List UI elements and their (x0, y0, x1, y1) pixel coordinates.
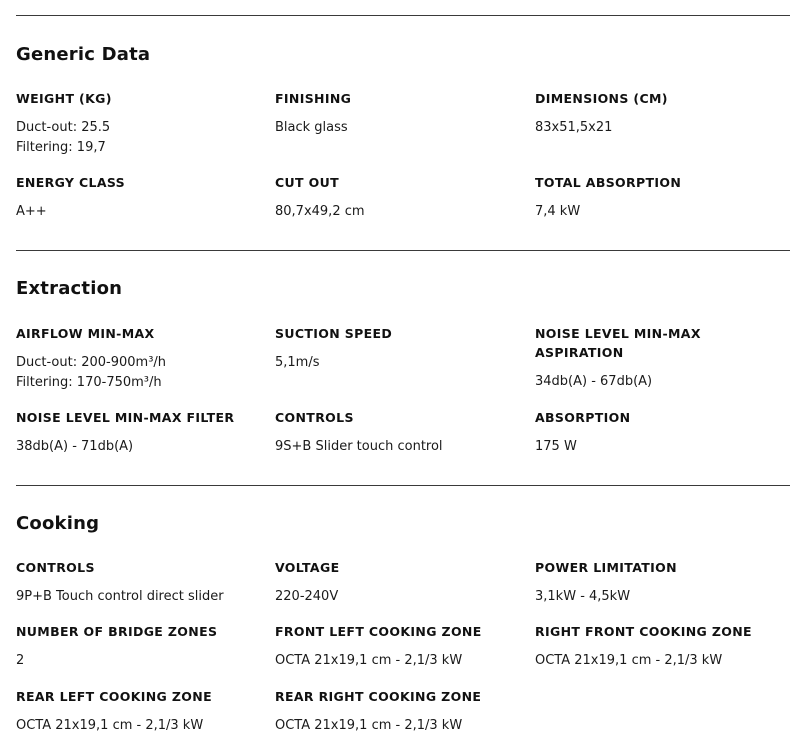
spec-label: CONTROLS (275, 410, 354, 425)
section-title-cooking: Cooking (16, 513, 100, 534)
spec-label: POWER LIMITATION (535, 560, 677, 575)
section-divider (16, 485, 790, 486)
spec-label: CUT OUT (275, 175, 339, 190)
spec-label: SUCTION SPEED (275, 326, 393, 341)
spec-value-line: Duct-out: 200-900m³/h (16, 355, 167, 370)
spec-label: FINISHING (275, 91, 352, 106)
spec-front-left-zone (275, 622, 525, 671)
spec-value-line: 9S+B Slider touch control (275, 439, 443, 454)
spec-value-line: 80,7x49,2 cm (275, 204, 365, 219)
spec-right-front-zone (535, 622, 785, 671)
spec-value (16, 587, 266, 607)
spec-label: WEIGHT (KG) (16, 91, 112, 106)
spec-value (535, 372, 785, 392)
spec-noise-level-filter (16, 408, 266, 457)
section-divider (16, 250, 790, 251)
spec-noise-level-aspiration (535, 324, 785, 392)
spec-label: AIRFLOW MIN-MAX (16, 326, 155, 341)
spec-value (535, 651, 785, 671)
spec-absorption (535, 408, 785, 457)
spec-value-line: 220-240V (275, 589, 339, 604)
spec-value-line: 5,1m/s (275, 355, 320, 370)
spec-value (16, 716, 266, 736)
spec-value-line: OCTA 21x19,1 cm - 2,1/3 kW (535, 653, 723, 668)
spec-cut-out (275, 173, 525, 222)
spec-value (275, 716, 525, 736)
spec-label: TOTAL ABSORPTION (535, 175, 682, 190)
spec-value-line: A++ (16, 204, 47, 219)
spec-weight (16, 89, 266, 157)
spec-value-line: 7,4 kW (535, 204, 581, 219)
spec-value-line: 38db(A) - 71db(A) (16, 439, 134, 454)
spec-suction-speed (275, 324, 525, 373)
spec-value-line: Duct-out: 25.5 (16, 120, 111, 135)
spec-dimensions (535, 89, 785, 138)
spec-label: REAR RIGHT COOKING ZONE (275, 689, 482, 704)
spec-airflow (16, 324, 266, 392)
spec-label: DIMENSIONS (CM) (535, 91, 668, 106)
spec-value-line: 83x51,5x21 (535, 120, 613, 135)
spec-value (275, 651, 525, 671)
spec-value-line: OCTA 21x19,1 cm - 2,1/3 kW (16, 718, 204, 733)
spec-value-line: 175 W (535, 439, 577, 454)
section-title-generic-data: Generic Data (16, 44, 151, 65)
spec-value-line: 34db(A) - 67db(A) (535, 374, 653, 389)
spec-value (16, 202, 266, 222)
spec-value-line: Filtering: 19,7 (16, 139, 106, 155)
spec-energy-class (16, 173, 266, 222)
spec-label: REAR LEFT COOKING ZONE (16, 689, 212, 704)
spec-finishing (275, 89, 525, 138)
spec-value (535, 118, 785, 138)
spec-value (275, 353, 525, 373)
spec-voltage (275, 558, 525, 607)
spec-value (275, 118, 525, 138)
spec-value-line: Black glass (275, 120, 348, 135)
spec-rear-right-zone (275, 687, 525, 736)
spec-label: NOISE LEVEL MIN-MAX FILTER (16, 410, 235, 425)
spec-value (275, 202, 525, 222)
spec-total-absorption (535, 173, 785, 222)
spec-value (16, 118, 266, 157)
spec-label: RIGHT FRONT COOKING ZONE (535, 624, 752, 639)
spec-label-line: NOISE LEVEL MIN-MAX (535, 326, 701, 341)
spec-value (16, 651, 266, 671)
section-divider (16, 15, 790, 16)
spec-value (275, 587, 525, 607)
spec-value-line: OCTA 21x19,1 cm - 2,1/3 kW (275, 653, 463, 668)
spec-label: ABSORPTION (535, 410, 631, 425)
spec-value (275, 437, 525, 457)
spec-value (535, 587, 785, 607)
spec-label (535, 324, 785, 362)
section-title-extraction: Extraction (16, 278, 123, 299)
spec-controls-extraction (275, 408, 525, 457)
spec-label: VOLTAGE (275, 560, 340, 575)
spec-rear-left-zone (16, 687, 266, 736)
spec-value (535, 202, 785, 222)
spec-label: FRONT LEFT COOKING ZONE (275, 624, 482, 639)
spec-power-limitation (535, 558, 785, 607)
spec-label: NUMBER OF BRIDGE ZONES (16, 624, 218, 639)
spec-controls-cooking (16, 558, 266, 607)
spec-value-line: 2 (16, 653, 25, 668)
spec-value-line: Filtering: 170-750m³/h (16, 374, 162, 390)
spec-bridge-zones (16, 622, 266, 671)
spec-value (16, 437, 266, 457)
spec-value-line: 9P+B Touch control direct slider (16, 589, 224, 604)
spec-label: ENERGY CLASS (16, 175, 126, 190)
spec-value (16, 353, 266, 392)
spec-label: CONTROLS (16, 560, 95, 575)
spec-value (535, 437, 785, 457)
spec-value-line: 3,1kW - 4,5kW (535, 589, 631, 604)
spec-value-line: OCTA 21x19,1 cm - 2,1/3 kW (275, 718, 463, 733)
spec-label-line: ASPIRATION (535, 345, 624, 360)
